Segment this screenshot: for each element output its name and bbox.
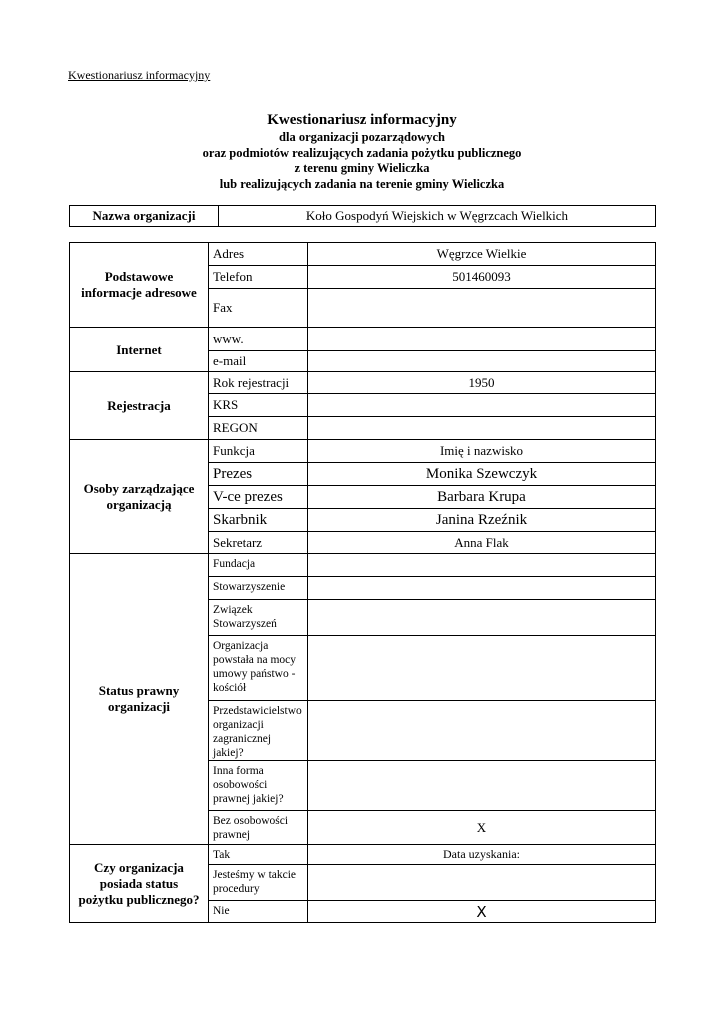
treasurer-label: Skarbnik	[209, 509, 308, 532]
www-label: www.	[209, 328, 308, 351]
association-union-label: Związek Stowarzyszeń	[209, 600, 308, 636]
secretary-value[interactable]: Anna Flak	[308, 532, 656, 554]
address-label: Adres	[209, 243, 308, 266]
public-benefit-in-procedure-value[interactable]	[308, 865, 656, 901]
regon-value[interactable]	[308, 417, 656, 440]
phone-label: Telefon	[209, 266, 308, 289]
organization-name-value[interactable]: Koło Gospodyń Wiejskich w Węgrzcach Wielkich	[219, 206, 656, 227]
registration-year-value[interactable]: 1950	[308, 372, 656, 394]
association-value[interactable]	[308, 577, 656, 600]
foreign-representation-value[interactable]	[308, 701, 656, 761]
foundation-label: Fundacja	[209, 554, 308, 577]
vice-president-label: V-ce prezes	[209, 486, 308, 509]
document-title: Kwestionariusz informacyjny	[267, 112, 457, 128]
association-label: Stowarzyszenie	[209, 577, 308, 600]
regon-label: REGON	[209, 417, 308, 440]
subtitle-line-2: oraz podmiotów realizujących zadania pożytku publicznego	[202, 145, 522, 160]
function-header: Funkcja	[209, 440, 308, 463]
foundation-value[interactable]	[308, 554, 656, 577]
state-church-organization-value[interactable]	[308, 636, 656, 701]
other-legal-form-label: Inna forma osobowości prawnej jakiej?	[209, 761, 308, 811]
email-value[interactable]	[308, 351, 656, 372]
public-benefit-yes-value[interactable]: Data uzyskania:	[308, 845, 656, 865]
state-church-organization-label: Organizacja powstała na mocy umowy państwo - kościół	[209, 636, 308, 701]
section-public-benefit: Czy organizacja posiada status pożytku publicznego?	[70, 845, 209, 923]
secretary-label: Sekretarz	[209, 532, 308, 554]
section-address: Podstawowe informacje adresowe	[70, 243, 209, 328]
questionnaire-header-link[interactable]: Kwestionariusz informacyjny	[68, 68, 211, 82]
treasurer-value[interactable]: Janina Rzeźnik	[308, 509, 656, 532]
president-label: Prezes	[209, 463, 308, 486]
president-value[interactable]: Monika Szewczyk	[308, 463, 656, 486]
public-benefit-yes-label: Tak	[209, 845, 308, 865]
krs-label: KRS	[209, 394, 308, 417]
subtitle-line-1: dla organizacji pozarządowych	[279, 130, 445, 144]
organization-name-table	[69, 205, 656, 227]
subtitle-line-3: z terenu gminy Wieliczka	[294, 161, 430, 175]
section-legal-status: Status prawny organizacji	[70, 554, 209, 845]
no-legal-personality-label: Bez osobowości prawnej	[209, 811, 308, 845]
section-registration: Rejestracja	[70, 372, 209, 440]
foreign-representation-label: Przedstawicielstwo organizacji zagranicznej jakiej?	[209, 701, 308, 761]
fax-label: Fax	[209, 289, 308, 328]
fax-value[interactable]	[308, 289, 656, 328]
no-legal-personality-value[interactable]: X	[308, 811, 656, 845]
vice-president-value[interactable]: Barbara Krupa	[308, 486, 656, 509]
www-value[interactable]	[308, 328, 656, 351]
public-benefit-no-value[interactable]: X	[308, 901, 656, 923]
subtitle-line-4: lub realizujących zadania na terenie gminy Wieliczka	[219, 176, 505, 191]
organization-name-label: Nazwa organizacji	[70, 206, 219, 227]
full-name-header: Imię i nazwisko	[308, 440, 656, 463]
krs-value[interactable]	[308, 394, 656, 417]
address-value[interactable]: Węgrzce Wielkie	[308, 243, 656, 266]
public-benefit-no-label: Nie	[209, 901, 308, 923]
questionnaire-table	[69, 242, 656, 923]
registration-year-label: Rok rejestracji	[209, 372, 308, 394]
phone-value[interactable]: 501460093	[308, 266, 656, 289]
association-union-value[interactable]	[308, 600, 656, 636]
section-management: Osoby zarządzające organizacją	[70, 440, 209, 554]
section-internet: Internet	[70, 328, 209, 372]
email-label: e-mail	[209, 351, 308, 372]
other-legal-form-value[interactable]	[308, 761, 656, 811]
document-title-block	[68, 110, 656, 192]
public-benefit-in-procedure-label: Jesteśmy w takcie procedury	[209, 865, 308, 901]
